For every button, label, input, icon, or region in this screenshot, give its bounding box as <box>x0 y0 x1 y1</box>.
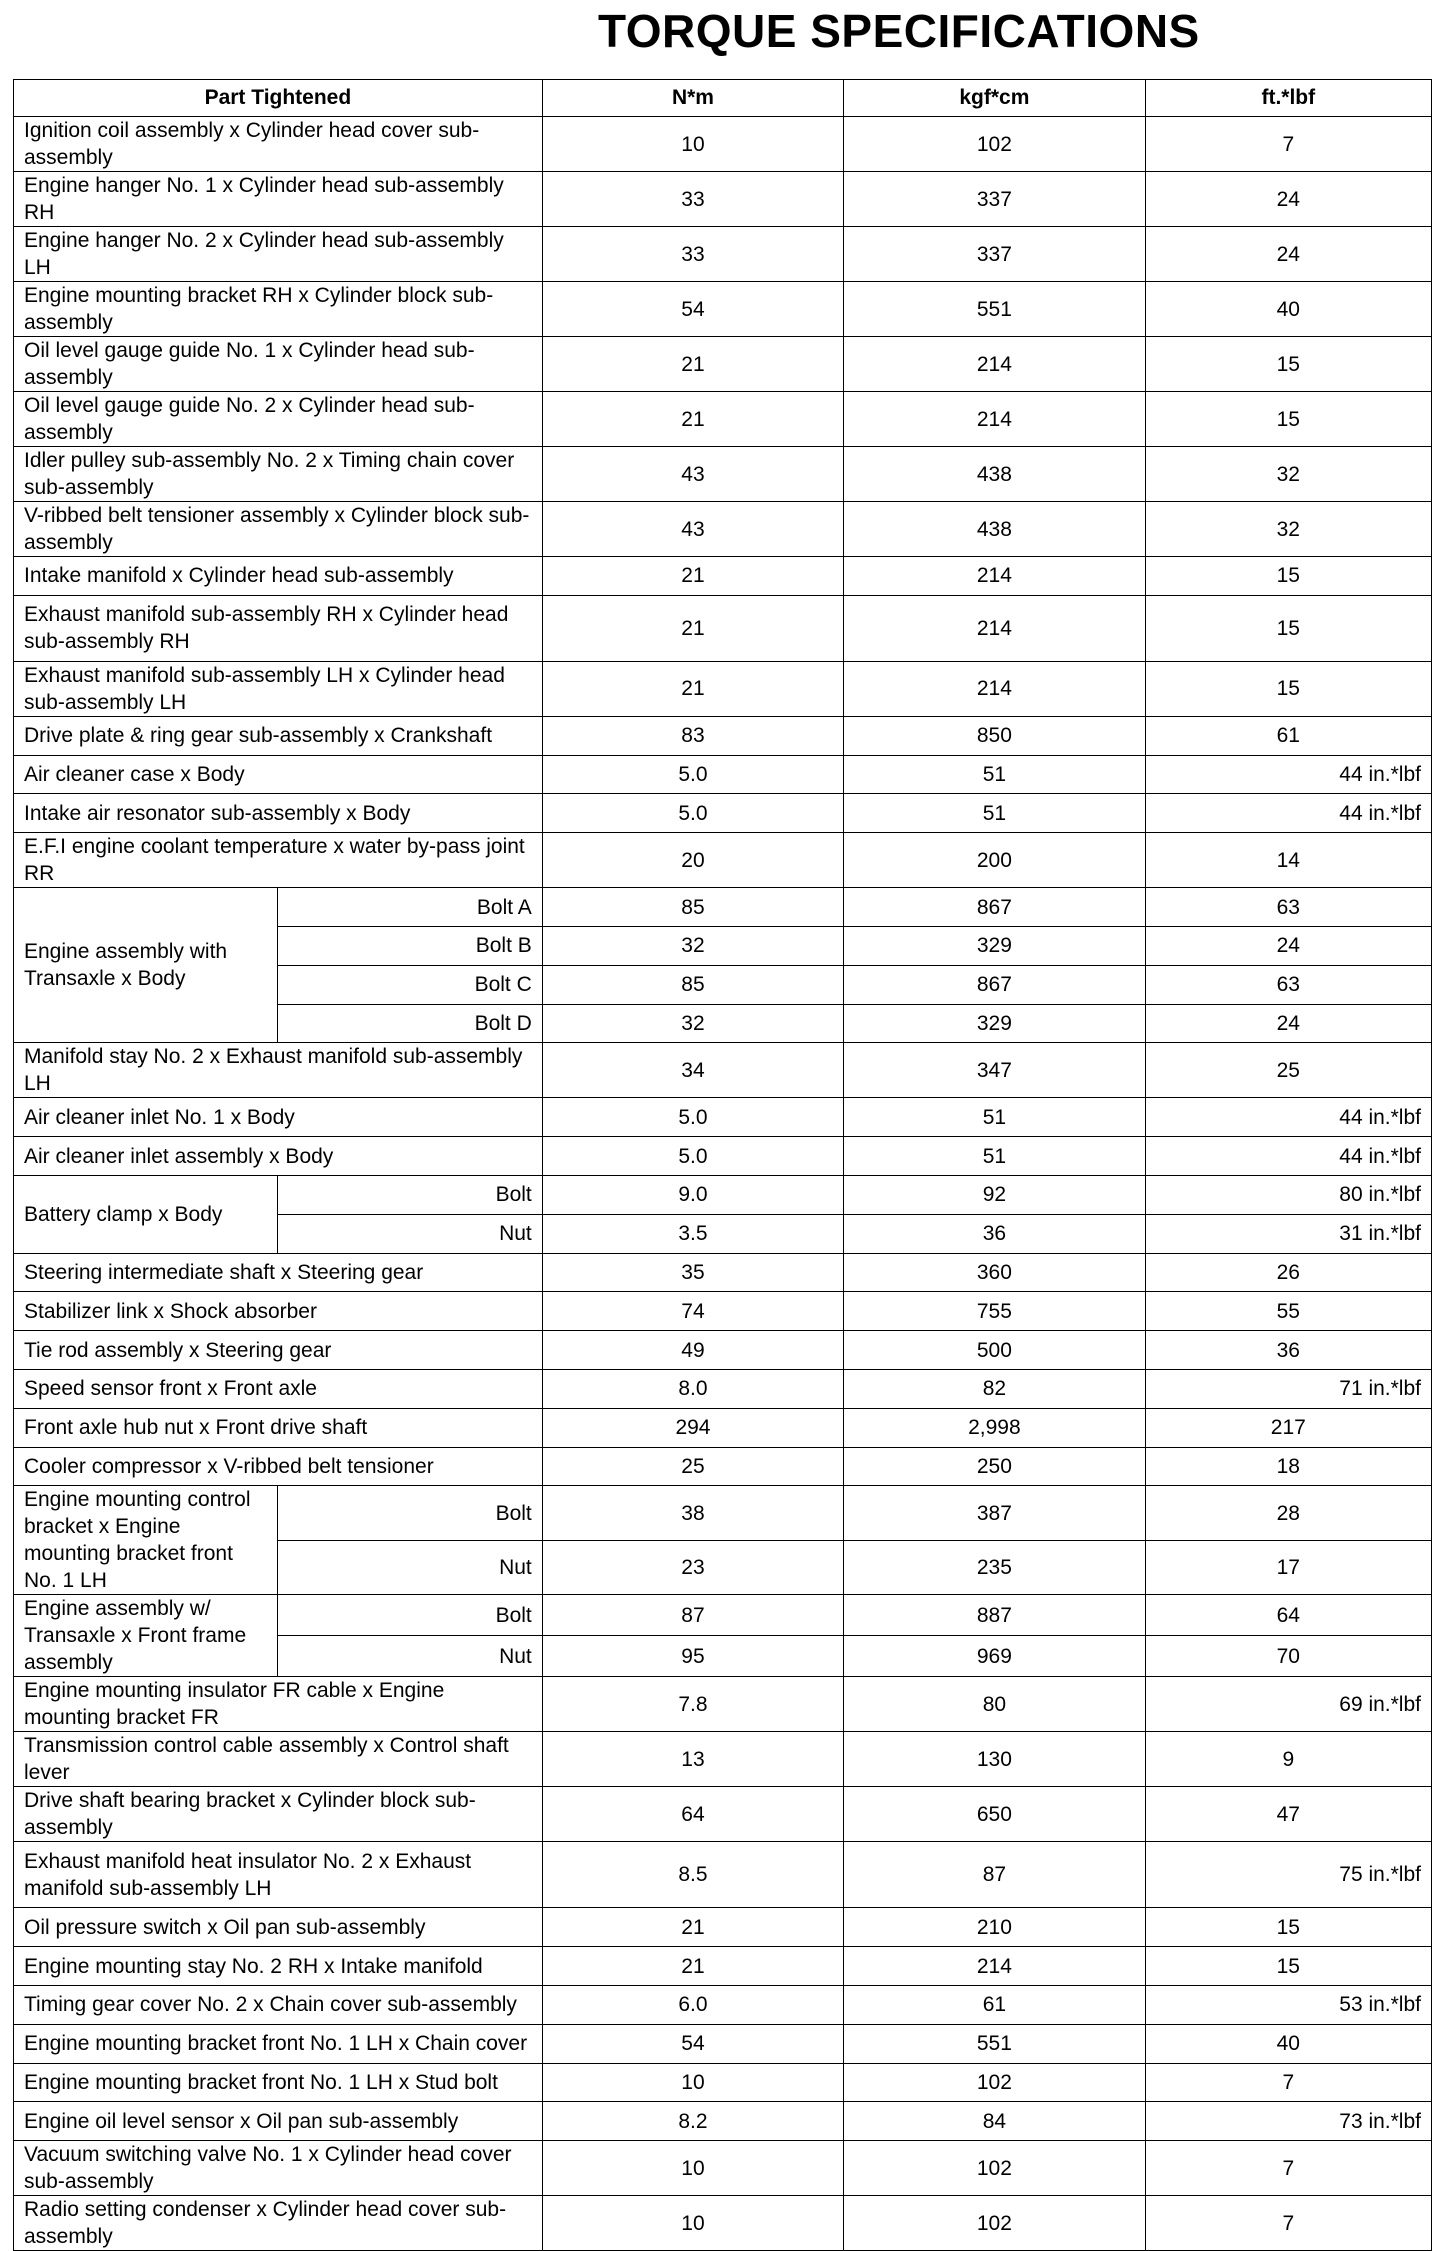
part-name: Engine hanger No. 1 x Cylinder head sub-assembly RH <box>14 172 543 227</box>
value-ft-lbf: 15 <box>1145 595 1431 661</box>
value-nm: 35 <box>542 1253 843 1292</box>
value-nm: 10 <box>542 2063 843 2102</box>
value-ft-lbf: 24 <box>1145 227 1431 282</box>
part-name: Air cleaner inlet assembly x Body <box>14 1137 543 1176</box>
value-nm: 10 <box>542 2196 843 2251</box>
value-ft-lbf: 15 <box>1145 337 1431 392</box>
value-kgf-cm: 329 <box>844 1004 1145 1043</box>
value-nm: 3.5 <box>542 1214 843 1253</box>
header-part-tightened: Part Tightened <box>14 80 543 117</box>
table-row <box>14 392 1432 447</box>
value-kgf-cm: 551 <box>844 2024 1145 2063</box>
part-name: Engine assembly with Transaxle x Body <box>14 888 278 1043</box>
table-row <box>14 794 1432 833</box>
value-ft-lbf: 55 <box>1145 1292 1431 1331</box>
value-ft-lbf: 15 <box>1145 1908 1431 1947</box>
table-row <box>14 1787 1432 1842</box>
value-kgf-cm: 867 <box>844 888 1145 927</box>
value-nm: 33 <box>542 172 843 227</box>
value-ft-lbf: 31 in.*lbf <box>1145 1214 1431 1253</box>
table-row <box>14 1908 1432 1947</box>
table-row <box>14 755 1432 794</box>
fastener-label: Bolt <box>277 1486 542 1541</box>
part-name: Stabilizer link x Shock absorber <box>14 1292 543 1331</box>
value-kgf-cm: 36 <box>844 1214 1145 1253</box>
value-nm: 83 <box>542 716 843 755</box>
value-kgf-cm: 337 <box>844 227 1145 282</box>
table-row <box>14 1292 1432 1331</box>
value-nm: 10 <box>542 117 843 172</box>
value-nm: 5.0 <box>542 794 843 833</box>
table-row <box>14 1369 1432 1408</box>
value-ft-lbf: 47 <box>1145 1787 1431 1842</box>
value-nm: 43 <box>542 447 843 502</box>
fastener-label: Bolt A <box>277 888 542 927</box>
value-ft-lbf: 24 <box>1145 1004 1431 1043</box>
table-header-row <box>14 80 1432 117</box>
value-nm: 85 <box>542 888 843 927</box>
table-row <box>14 2196 1432 2251</box>
value-nm: 13 <box>542 1732 843 1787</box>
part-name: Idler pulley sub-assembly No. 2 x Timing chain cover sub-assembly <box>14 447 543 502</box>
value-ft-lbf: 32 <box>1145 502 1431 557</box>
value-nm: 5.0 <box>542 755 843 794</box>
value-nm: 87 <box>542 1595 843 1636</box>
header-kgf-cm: kgf*cm <box>844 80 1145 117</box>
table-row <box>14 595 1432 661</box>
table-row <box>14 557 1432 596</box>
table-row <box>14 888 1432 927</box>
value-kgf-cm: 650 <box>844 1787 1145 1842</box>
value-kgf-cm: 214 <box>844 1947 1145 1986</box>
table-row <box>14 502 1432 557</box>
part-name: Drive plate & ring gear sub-assembly x Crankshaft <box>14 716 543 755</box>
part-name: Ignition coil assembly x Cylinder head cover sub-assembly <box>14 117 543 172</box>
value-kgf-cm: 102 <box>844 2141 1145 2196</box>
value-kgf-cm: 235 <box>844 1540 1145 1595</box>
value-nm: 74 <box>542 1292 843 1331</box>
table-row <box>14 1447 1432 1486</box>
part-name: Intake air resonator sub-assembly x Body <box>14 794 543 833</box>
value-ft-lbf: 44 in.*lbf <box>1145 1137 1431 1176</box>
table-row <box>14 1253 1432 1292</box>
value-nm: 54 <box>542 282 843 337</box>
fastener-label: Bolt B <box>277 926 542 965</box>
value-ft-lbf: 15 <box>1145 1947 1431 1986</box>
value-kgf-cm: 438 <box>844 502 1145 557</box>
page-title: TORQUE SPECIFICATIONS <box>598 5 1200 57</box>
table-row <box>14 2063 1432 2102</box>
value-ft-lbf: 40 <box>1145 282 1431 337</box>
part-name: Battery clamp x Body <box>14 1175 278 1253</box>
value-nm: 21 <box>542 595 843 661</box>
value-ft-lbf: 25 <box>1145 1043 1431 1098</box>
part-name: Drive shaft bearing bracket x Cylinder block sub-assembly <box>14 1787 543 1842</box>
value-ft-lbf: 80 in.*lbf <box>1145 1175 1431 1214</box>
value-ft-lbf: 36 <box>1145 1331 1431 1370</box>
fastener-label: Bolt D <box>277 1004 542 1043</box>
table-row <box>14 1408 1432 1447</box>
value-kgf-cm: 887 <box>844 1595 1145 1636</box>
value-ft-lbf: 7 <box>1145 2063 1431 2102</box>
value-nm: 6.0 <box>542 1985 843 2024</box>
table-row <box>14 2024 1432 2063</box>
value-nm: 294 <box>542 1408 843 1447</box>
value-nm: 21 <box>542 661 843 716</box>
value-ft-lbf: 24 <box>1145 172 1431 227</box>
value-ft-lbf: 18 <box>1145 1447 1431 1486</box>
value-kgf-cm: 969 <box>844 1636 1145 1677</box>
table-row <box>14 1175 1432 1214</box>
value-ft-lbf: 24 <box>1145 926 1431 965</box>
value-ft-lbf: 61 <box>1145 716 1431 755</box>
value-nm: 9.0 <box>542 1175 843 1214</box>
value-nm: 43 <box>542 502 843 557</box>
value-nm: 10 <box>542 2141 843 2196</box>
value-ft-lbf: 15 <box>1145 557 1431 596</box>
value-ft-lbf: 63 <box>1145 888 1431 927</box>
table-body <box>14 117 1432 2251</box>
value-kgf-cm: 102 <box>844 117 1145 172</box>
table-row <box>14 1985 1432 2024</box>
value-kgf-cm: 80 <box>844 1677 1145 1732</box>
value-nm: 64 <box>542 1787 843 1842</box>
part-name: Transmission control cable assembly x Control shaft lever <box>14 1732 543 1787</box>
value-ft-lbf: 9 <box>1145 1732 1431 1787</box>
part-name: Engine hanger No. 2 x Cylinder head sub-assembly LH <box>14 227 543 282</box>
part-name: Exhaust manifold sub-assembly LH x Cylinder head sub-assembly LH <box>14 661 543 716</box>
table-row <box>14 1732 1432 1787</box>
value-nm: 20 <box>542 833 843 888</box>
part-name: Engine mounting bracket front No. 1 LH x Chain cover <box>14 2024 543 2063</box>
value-nm: 5.0 <box>542 1098 843 1137</box>
part-name: Oil pressure switch x Oil pan sub-assembly <box>14 1908 543 1947</box>
part-name: Exhaust manifold heat insulator No. 2 x Exhaust manifold sub-assembly LH <box>14 1842 543 1908</box>
part-name: Engine mounting control bracket x Engine mounting bracket front No. 1 LH <box>14 1486 278 1595</box>
value-ft-lbf: 64 <box>1145 1595 1431 1636</box>
value-kgf-cm: 130 <box>844 1732 1145 1787</box>
table-row <box>14 1595 1432 1636</box>
fastener-label: Bolt <box>277 1595 542 1636</box>
part-name: E.F.I engine coolant temperature x water by-pass joint RR <box>14 833 543 888</box>
part-name: Cooler compressor x V-ribbed belt tensioner <box>14 1447 543 1486</box>
value-kgf-cm: 347 <box>844 1043 1145 1098</box>
value-kgf-cm: 51 <box>844 755 1145 794</box>
value-nm: 8.2 <box>542 2102 843 2141</box>
value-nm: 32 <box>542 926 843 965</box>
header-nm: N*m <box>542 80 843 117</box>
part-name: Intake manifold x Cylinder head sub-assembly <box>14 557 543 596</box>
value-kgf-cm: 51 <box>844 794 1145 833</box>
value-kgf-cm: 214 <box>844 557 1145 596</box>
table-row <box>14 1043 1432 1098</box>
value-kgf-cm: 551 <box>844 282 1145 337</box>
value-kgf-cm: 102 <box>844 2196 1145 2251</box>
table-row <box>14 2102 1432 2141</box>
fastener-label: Bolt C <box>277 965 542 1004</box>
value-ft-lbf: 32 <box>1145 447 1431 502</box>
value-kgf-cm: 214 <box>844 392 1145 447</box>
fastener-label: Nut <box>277 1214 542 1253</box>
value-nm: 8.5 <box>542 1842 843 1908</box>
part-name: V-ribbed belt tensioner assembly x Cylinder block sub-assembly <box>14 502 543 557</box>
value-nm: 32 <box>542 1004 843 1043</box>
part-name: Engine oil level sensor x Oil pan sub-assembly <box>14 2102 543 2141</box>
value-nm: 23 <box>542 1540 843 1595</box>
value-kgf-cm: 214 <box>844 337 1145 392</box>
fastener-label: Nut <box>277 1540 542 1595</box>
value-ft-lbf: 44 in.*lbf <box>1145 794 1431 833</box>
value-nm: 21 <box>542 1947 843 1986</box>
table-row <box>14 2141 1432 2196</box>
value-kgf-cm: 329 <box>844 926 1145 965</box>
part-name: Engine mounting insulator FR cable x Engine mounting bracket FR <box>14 1677 543 1732</box>
value-nm: 5.0 <box>542 1137 843 1176</box>
value-kgf-cm: 102 <box>844 2063 1145 2102</box>
part-name: Vacuum switching valve No. 1 x Cylinder head cover sub-assembly <box>14 2141 543 2196</box>
table-row <box>14 1137 1432 1176</box>
value-kgf-cm: 82 <box>844 1369 1145 1408</box>
value-ft-lbf: 14 <box>1145 833 1431 888</box>
part-name: Radio setting condenser x Cylinder head cover sub-assembly <box>14 2196 543 2251</box>
part-name: Air cleaner inlet No. 1 x Body <box>14 1098 543 1137</box>
table-row <box>14 172 1432 227</box>
value-nm: 8.0 <box>542 1369 843 1408</box>
value-nm: 95 <box>542 1636 843 1677</box>
value-ft-lbf: 7 <box>1145 2196 1431 2251</box>
value-kgf-cm: 867 <box>844 965 1145 1004</box>
part-name: Exhaust manifold sub-assembly RH x Cylinder head sub-assembly RH <box>14 595 543 661</box>
table-row <box>14 282 1432 337</box>
part-name: Engine mounting bracket front No. 1 LH x Stud bolt <box>14 2063 543 2102</box>
part-name: Speed sensor front x Front axle <box>14 1369 543 1408</box>
header-ft-lbf: ft.*lbf <box>1145 80 1431 117</box>
table-row <box>14 1842 1432 1908</box>
value-kgf-cm: 214 <box>844 595 1145 661</box>
value-ft-lbf: 217 <box>1145 1408 1431 1447</box>
part-name: Front axle hub nut x Front drive shaft <box>14 1408 543 1447</box>
value-kgf-cm: 51 <box>844 1098 1145 1137</box>
value-ft-lbf: 40 <box>1145 2024 1431 2063</box>
value-ft-lbf: 26 <box>1145 1253 1431 1292</box>
table-row <box>14 337 1432 392</box>
table-row <box>14 1677 1432 1732</box>
value-kgf-cm: 387 <box>844 1486 1145 1541</box>
value-kgf-cm: 360 <box>844 1253 1145 1292</box>
table-row <box>14 117 1432 172</box>
table-row <box>14 447 1432 502</box>
part-name: Air cleaner case x Body <box>14 755 543 794</box>
table-row <box>14 1331 1432 1370</box>
fastener-label: Bolt <box>277 1175 542 1214</box>
value-kgf-cm: 755 <box>844 1292 1145 1331</box>
value-kgf-cm: 850 <box>844 716 1145 755</box>
value-ft-lbf: 69 in.*lbf <box>1145 1677 1431 1732</box>
table-row <box>14 1486 1432 1541</box>
value-nm: 54 <box>542 2024 843 2063</box>
part-name: Oil level gauge guide No. 2 x Cylinder head sub-assembly <box>14 392 543 447</box>
value-ft-lbf: 7 <box>1145 2141 1431 2196</box>
part-name: Engine mounting bracket RH x Cylinder block sub-assembly <box>14 282 543 337</box>
torque-specifications-table <box>13 79 1432 2251</box>
value-kgf-cm: 92 <box>844 1175 1145 1214</box>
value-ft-lbf: 15 <box>1145 661 1431 716</box>
part-name: Manifold stay No. 2 x Exhaust manifold sub-assembly LH <box>14 1043 543 1098</box>
value-kgf-cm: 61 <box>844 1985 1145 2024</box>
value-kgf-cm: 500 <box>844 1331 1145 1370</box>
part-name: Timing gear cover No. 2 x Chain cover sub-assembly <box>14 1985 543 2024</box>
value-nm: 7.8 <box>542 1677 843 1732</box>
value-nm: 21 <box>542 1908 843 1947</box>
value-ft-lbf: 44 in.*lbf <box>1145 1098 1431 1137</box>
table-row <box>14 1098 1432 1137</box>
value-kgf-cm: 200 <box>844 833 1145 888</box>
value-ft-lbf: 28 <box>1145 1486 1431 1541</box>
value-nm: 25 <box>542 1447 843 1486</box>
value-kgf-cm: 438 <box>844 447 1145 502</box>
table-row <box>14 716 1432 755</box>
table-row <box>14 227 1432 282</box>
value-kgf-cm: 214 <box>844 661 1145 716</box>
value-ft-lbf: 15 <box>1145 392 1431 447</box>
value-kgf-cm: 210 <box>844 1908 1145 1947</box>
value-ft-lbf: 53 in.*lbf <box>1145 1985 1431 2024</box>
value-nm: 33 <box>542 227 843 282</box>
part-name: Engine mounting stay No. 2 RH x Intake manifold <box>14 1947 543 1986</box>
value-ft-lbf: 44 in.*lbf <box>1145 755 1431 794</box>
value-ft-lbf: 75 in.*lbf <box>1145 1842 1431 1908</box>
value-ft-lbf: 17 <box>1145 1540 1431 1595</box>
part-name: Tie rod assembly x Steering gear <box>14 1331 543 1370</box>
table-row <box>14 833 1432 888</box>
value-ft-lbf: 63 <box>1145 965 1431 1004</box>
value-nm: 21 <box>542 337 843 392</box>
value-kgf-cm: 87 <box>844 1842 1145 1908</box>
value-nm: 21 <box>542 392 843 447</box>
fastener-label: Nut <box>277 1636 542 1677</box>
value-kgf-cm: 250 <box>844 1447 1145 1486</box>
value-nm: 34 <box>542 1043 843 1098</box>
value-ft-lbf: 70 <box>1145 1636 1431 1677</box>
table-row <box>14 1947 1432 1986</box>
value-nm: 38 <box>542 1486 843 1541</box>
value-nm: 85 <box>542 965 843 1004</box>
value-kgf-cm: 337 <box>844 172 1145 227</box>
value-nm: 21 <box>542 557 843 596</box>
value-ft-lbf: 73 in.*lbf <box>1145 2102 1431 2141</box>
value-kgf-cm: 2,998 <box>844 1408 1145 1447</box>
value-kgf-cm: 84 <box>844 2102 1145 2141</box>
part-name: Oil level gauge guide No. 1 x Cylinder head sub-assembly <box>14 337 543 392</box>
part-name: Steering intermediate shaft x Steering gear <box>14 1253 543 1292</box>
value-ft-lbf: 71 in.*lbf <box>1145 1369 1431 1408</box>
value-nm: 49 <box>542 1331 843 1370</box>
table-row <box>14 661 1432 716</box>
part-name: Engine assembly w/ Transaxle x Front frame assembly <box>14 1595 278 1677</box>
value-ft-lbf: 7 <box>1145 117 1431 172</box>
value-kgf-cm: 51 <box>844 1137 1145 1176</box>
